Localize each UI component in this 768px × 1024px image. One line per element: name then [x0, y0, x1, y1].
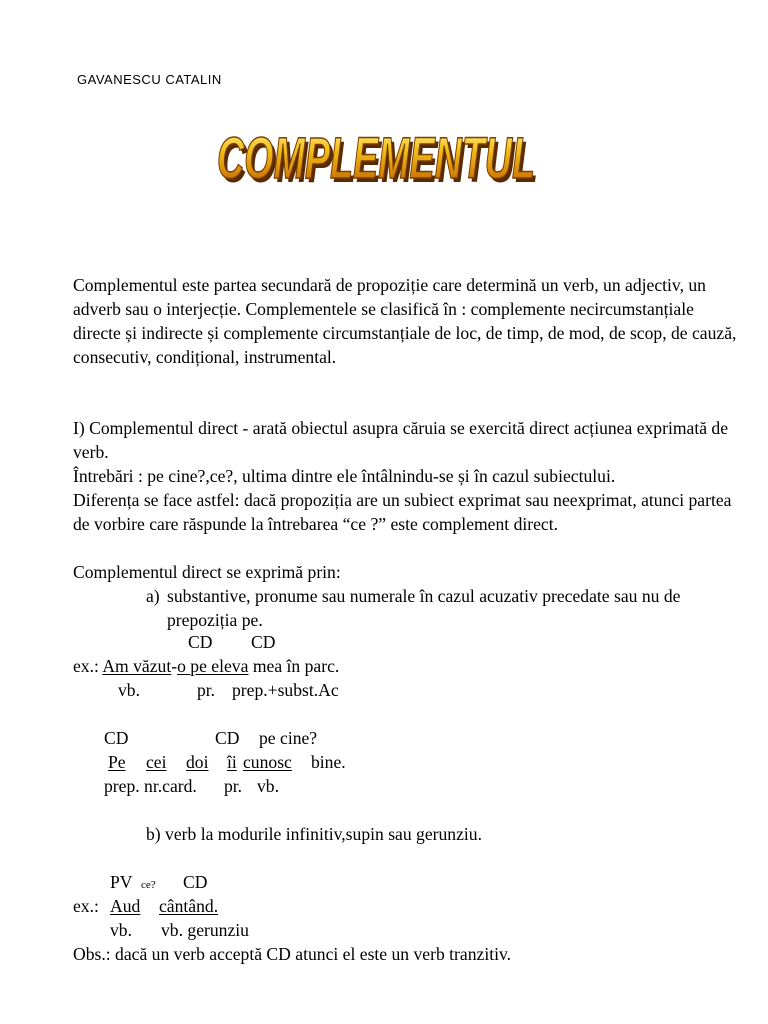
- point-a-label-2: CD: [251, 632, 276, 652]
- section1-difference: Diferența se face astfel: dacă propoziția are un subiect exprimat sau neexprimat, atunci partea de vorbire care răspunde la întrebarea “ce ?” este complement direct.: [73, 490, 732, 534]
- point-a-label-1: CD: [188, 632, 213, 652]
- example2-question: pe cine?: [259, 728, 318, 748]
- analysis-a-prep: prep.+subst.Ac: [232, 680, 339, 700]
- example-word-am-vazut: Am văzut: [102, 656, 172, 676]
- author-name: GAVANESCU CATALIN: [77, 72, 222, 87]
- point-a-text-content: substantive, pronume sau numerale în cazul acuzativ precedate sau nu de prepoziția pe.: [167, 586, 681, 630]
- example2-word-bine: bine.: [311, 752, 346, 772]
- example2-analysis-3: vb.: [257, 776, 279, 796]
- example2-word-cei: [146, 750, 167, 774]
- word-cantand: cântând.: [159, 896, 219, 916]
- example-b-analysis-2: vb. gerunziu: [161, 920, 249, 940]
- title-text: COMPLEMENTUL: [217, 126, 535, 191]
- example-b-word-cantand: [159, 894, 218, 918]
- example-hyphen: -: [171, 656, 178, 676]
- point-a-text: [167, 584, 747, 632]
- example2-label-2: CD: [215, 728, 240, 748]
- intro-paragraph: Complementul este partea secundară de propoziție care determină un verb, un adjectiv, un adverb sau o interjecție. Complementele se clasifică în : complemente necircumstanțiale directe și indirecte și complemente circumstanțiale de loc, de timp, de mod, de scop, de cauză, consecutiv, condițional, instrumental.: [73, 275, 737, 367]
- example-word-pe: pe: [190, 656, 207, 676]
- point-b-label-pv: PV: [110, 872, 133, 892]
- example-prefix: ex.:: [73, 656, 103, 676]
- example2-word-pe: [108, 750, 126, 774]
- section1-heading: I) Complementul direct - arată obiectul asupra căruia se exercită direct acțiunea exprimată de verb.: [73, 418, 729, 462]
- example-b-analysis-1: vb.: [110, 920, 132, 940]
- point-a-marker: a): [146, 586, 160, 606]
- word-cunosc: cunosc: [243, 752, 292, 772]
- example2-word-doi: [186, 750, 208, 774]
- word-pe: Pe: [108, 752, 126, 772]
- observation: Obs.: dacă un verb acceptă CD atunci el este un verb tranzitiv.: [73, 944, 512, 964]
- example2-analysis-2: pr.: [224, 776, 243, 796]
- example2-word-cunosc: [243, 750, 292, 774]
- example-word-o: o: [177, 656, 186, 676]
- expressed-by: Complementul direct se exprimă prin:: [73, 562, 341, 582]
- section1-questions: Întrebări : pe cine?,ce?, ultima dintre ele întâlnindu-se și în cazul subiectului.: [73, 466, 616, 486]
- title-wordart: [206, 104, 546, 194]
- word-cei: cei: [146, 752, 167, 772]
- example2-label-1: CD: [104, 728, 129, 748]
- example-b-word-aud: [110, 894, 140, 918]
- example-rest: mea în parc.: [248, 656, 340, 676]
- title-shadow: COMPLEMENTUL: [220, 130, 538, 194]
- point-b-label-cd: CD: [183, 872, 208, 892]
- word-doi: doi: [186, 752, 209, 772]
- analysis-a-pr: pr.: [197, 680, 216, 700]
- word-aud: Aud: [110, 896, 141, 916]
- point-b-text: b) verb la modurile infinitiv,supin sau gerunziu.: [146, 824, 482, 844]
- example2-word-ii: [227, 750, 237, 774]
- example-word-eleva: eleva: [211, 656, 249, 676]
- analysis-a-vb: vb.: [118, 680, 140, 700]
- word-ii: îi: [227, 752, 237, 772]
- point-b-label-ce: ce?: [141, 879, 156, 891]
- example2-analysis-1: prep. nr.card.: [104, 776, 197, 796]
- example-b-prefix: ex.:: [73, 896, 104, 916]
- example-a-sentence: [73, 654, 339, 678]
